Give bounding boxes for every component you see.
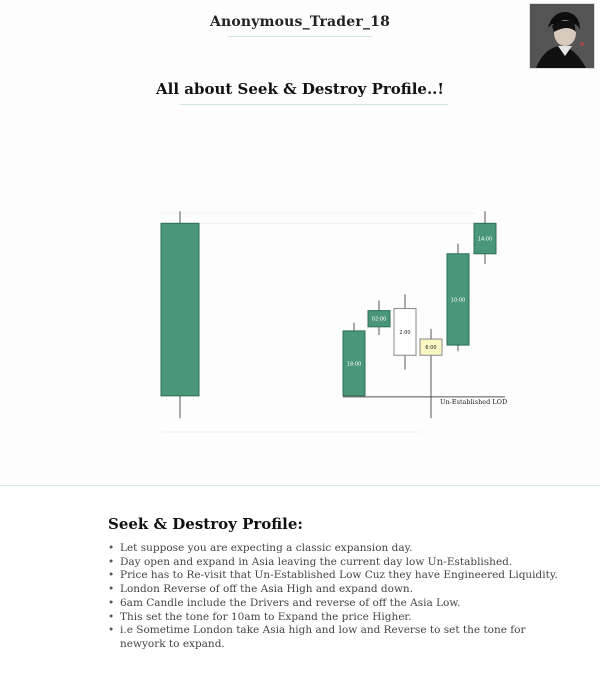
candle-body (161, 223, 199, 396)
list-item: • 6am Candle include the Drivers and reverse of off the Asia Low. (108, 597, 568, 611)
list-item: • i.e Sometime London take Asia high and low and Reverse to set the tone for newyork to expand. (108, 624, 568, 651)
section-title: Seek & Destroy Profile: (108, 515, 303, 533)
bullet-list (108, 542, 568, 652)
list-item: • Day open and expand in Asia leaving the current day low Un-Established. (108, 556, 568, 570)
avatar[interactable] (530, 4, 594, 68)
candle-label: 2:00 (399, 329, 411, 336)
list-item: • This set the tone for 10am to Expand the price Higher. (108, 611, 568, 625)
list-item: • London Reverse of off the Asia High and expand down. (108, 583, 568, 597)
candle-label: 02:00 (371, 316, 387, 323)
section-divider (0, 485, 600, 486)
candle-label: 6:00 (425, 345, 437, 352)
title-underline (180, 104, 448, 105)
list-item: • Let suppose you are expecting a classic expansion day. (108, 542, 568, 556)
profile-portrait-icon (530, 4, 594, 68)
candle-label: 18:00 (346, 361, 362, 368)
list-item: • Price has to Re-visit that Un-Established Low Cuz they have Engineered Liquidity. (108, 569, 568, 583)
candlestick-chart (130, 180, 510, 440)
candle-label: 14:00 (477, 236, 493, 243)
page-title: All about Seek & Destroy Profile..! (156, 80, 444, 98)
candle-label: 10:00 (450, 297, 466, 304)
lod-annotation: Un-Established LOD (440, 397, 508, 406)
author-underline (228, 36, 372, 37)
author-name[interactable]: Anonymous_Trader_18 (209, 14, 391, 30)
